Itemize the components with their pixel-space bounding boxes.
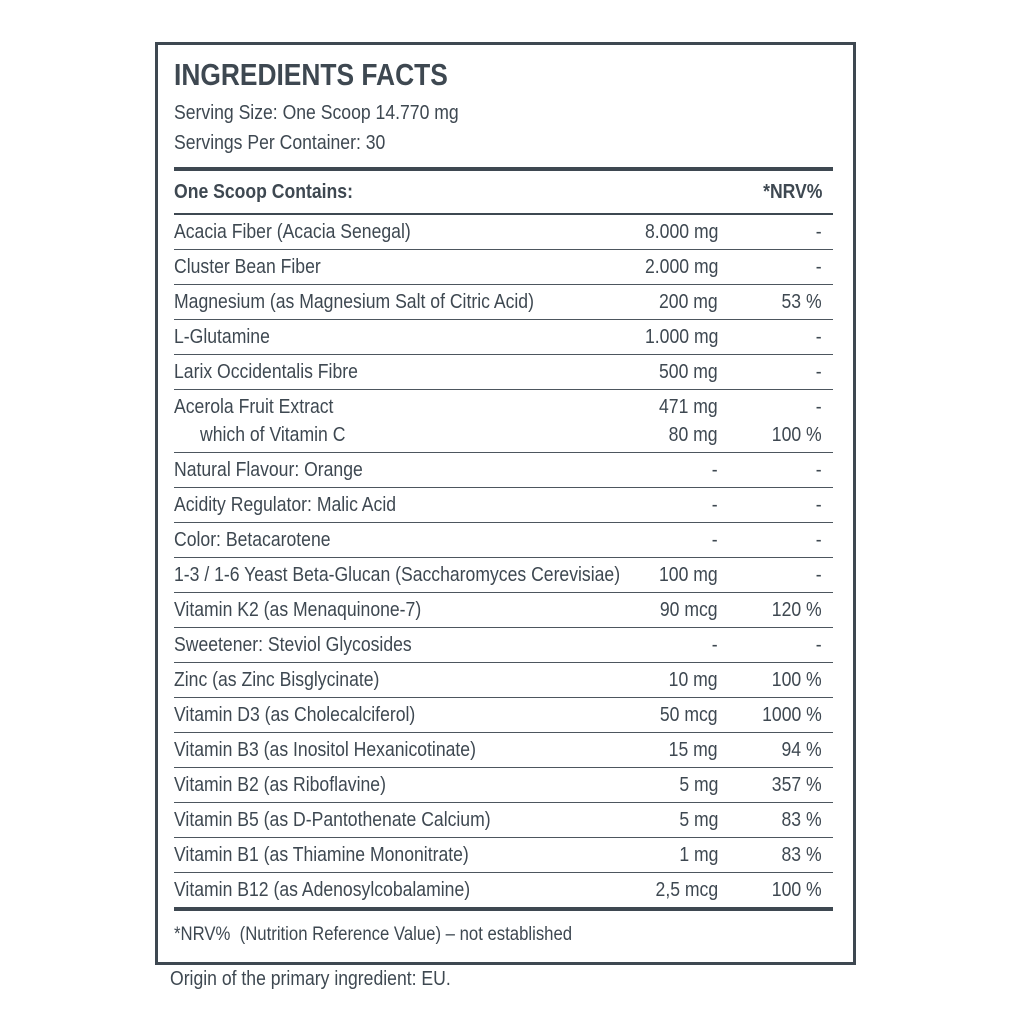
ingredient-amount: 1 mg: [678, 843, 718, 866]
ingredient-sub-amount: 80 mg: [669, 423, 718, 446]
ingredient-nrv: 83 %: [781, 843, 822, 866]
ingredient-nrv: -: [816, 325, 822, 348]
ingredient-nrv: 357 %: [772, 773, 822, 796]
ingredient-sub-nrv: 100 %: [772, 423, 822, 446]
ingredient-nrv: -: [816, 563, 822, 586]
table-row: [174, 355, 833, 390]
ingredient-nrv: -: [816, 255, 822, 278]
panel-header: [174, 45, 833, 171]
ingredient-nrv: 94 %: [781, 738, 822, 761]
ingredient-nrv: 53 %: [781, 290, 822, 313]
table-row: [174, 215, 833, 250]
ingredient-amount: 1.000 mg: [644, 325, 718, 348]
table-header-nrv: *NRV%: [762, 180, 822, 203]
table-row: [174, 488, 833, 523]
ingredient-name: Vitamin B3 (as Inositol Hexanicotinate): [174, 738, 476, 761]
table-row-line: [174, 393, 833, 421]
ingredient-name: Larix Occidentalis Fibre: [174, 360, 358, 383]
ingredient-amount: 15 mg: [669, 738, 718, 761]
ingredient-name: Natural Flavour: Orange: [174, 458, 363, 481]
ingredient-name: Magnesium (as Magnesium Salt of Citric Acid): [174, 290, 534, 313]
table-row: [174, 593, 833, 628]
ingredient-nrv: 83 %: [781, 808, 822, 831]
ingredient-amount: -: [712, 493, 718, 516]
table-row: [174, 523, 833, 558]
panel-title: [174, 57, 833, 93]
ingredient-name: Zinc (as Zinc Bisglycinate): [174, 668, 380, 691]
ingredient-amount: 2.000 mg: [644, 255, 718, 278]
ingredients-facts-panel: [155, 42, 856, 965]
ingredient-amount: 2,5 mcg: [655, 878, 718, 901]
table-row: [174, 285, 833, 320]
ingredient-nrv: -: [816, 458, 822, 481]
table-row-subline: [174, 421, 833, 449]
ingredient-name: Vitamin B12 (as Adenosylcobalamine): [174, 878, 471, 901]
ingredient-amount: 200 mg: [659, 290, 718, 313]
ingredient-amount: 100 mg: [659, 563, 718, 586]
ingredient-amount: 50 mcg: [660, 703, 718, 726]
ingredient-nrv: 120 %: [772, 598, 822, 621]
table-row: [174, 663, 833, 698]
ingredient-name: Sweetener: Steviol Glycosides: [174, 633, 412, 656]
ingredient-amount: -: [712, 528, 718, 551]
table-row: [174, 873, 833, 907]
ingredient-name: Vitamin B2 (as Riboflavine): [174, 773, 386, 796]
ingredient-nrv: -: [816, 360, 822, 383]
table-row: [174, 698, 833, 733]
ingredient-amount: 90 mcg: [660, 598, 718, 621]
ingredient-nrv: -: [816, 633, 822, 656]
ingredient-nrv: -: [816, 395, 822, 418]
ingredient-name: Acacia Fiber (Acacia Senegal): [174, 220, 411, 243]
ingredient-name: Cluster Bean Fiber: [174, 255, 321, 278]
ingredient-amount: -: [712, 633, 718, 656]
table-row: [174, 838, 833, 873]
servings-per-container: Servings Per Container: 30: [174, 132, 386, 154]
ingredient-name: Vitamin B5 (as D-Pantothenate Calcium): [174, 808, 491, 831]
serving-size: Serving Size: One Scoop 14.770 mg: [174, 102, 459, 124]
ingredient-amount: 471 mg: [659, 395, 718, 418]
ingredients-table: [174, 215, 833, 907]
ingredient-name: Vitamin D3 (as Cholecalciferol): [174, 703, 416, 726]
table-row: [174, 803, 833, 838]
ingredient-nrv: 100 %: [772, 878, 822, 901]
ingredient-nrv: -: [816, 220, 822, 243]
ingredient-sub-name: which of Vitamin C: [200, 423, 346, 446]
ingredient-name: Color: Betacarotene: [174, 528, 331, 551]
ingredient-name: Acidity Regulator: Malic Acid: [174, 493, 397, 516]
ingredient-nrv: 1000 %: [762, 703, 822, 726]
ingredient-name: Vitamin B1 (as Thiamine Mononitrate): [174, 843, 469, 866]
ingredient-amount: -: [712, 458, 718, 481]
table-row: [174, 628, 833, 663]
table-row: [174, 558, 833, 593]
ingredient-nrv: 100 %: [772, 668, 822, 691]
ingredient-nrv: -: [816, 528, 822, 551]
table-row: [174, 320, 833, 355]
ingredient-amount: 10 mg: [669, 668, 718, 691]
ingredient-name: L-Glutamine: [174, 325, 270, 348]
nrv-footnote: *NRV% (Nutrition Reference Value) – not established: [174, 907, 833, 962]
ingredient-amount: 5 mg: [678, 808, 718, 831]
ingredient-amount: 8.000 mg: [644, 220, 718, 243]
table-header-row: [174, 171, 833, 215]
ingredient-amount: 5 mg: [678, 773, 718, 796]
origin-note: Origin of the primary ingredient: EU.: [170, 968, 451, 990]
table-row: [174, 453, 833, 488]
table-row: [174, 250, 833, 285]
table-row: [174, 733, 833, 768]
panel-title-text: INGREDIENTS FACTS: [174, 57, 448, 92]
ingredient-nrv: -: [816, 493, 822, 516]
ingredient-name: 1-3 / 1-6 Yeast Beta-Glucan (Saccharomyces Cerevisiae): [174, 563, 621, 586]
table-row: [174, 768, 833, 803]
table-row-acerola: [174, 390, 833, 453]
table-header-contains: One Scoop Contains:: [174, 180, 353, 203]
ingredient-name: Acerola Fruit Extract: [174, 395, 334, 418]
ingredient-name: Vitamin K2 (as Menaquinone-7): [174, 598, 422, 621]
ingredient-amount: 500 mg: [659, 360, 718, 383]
